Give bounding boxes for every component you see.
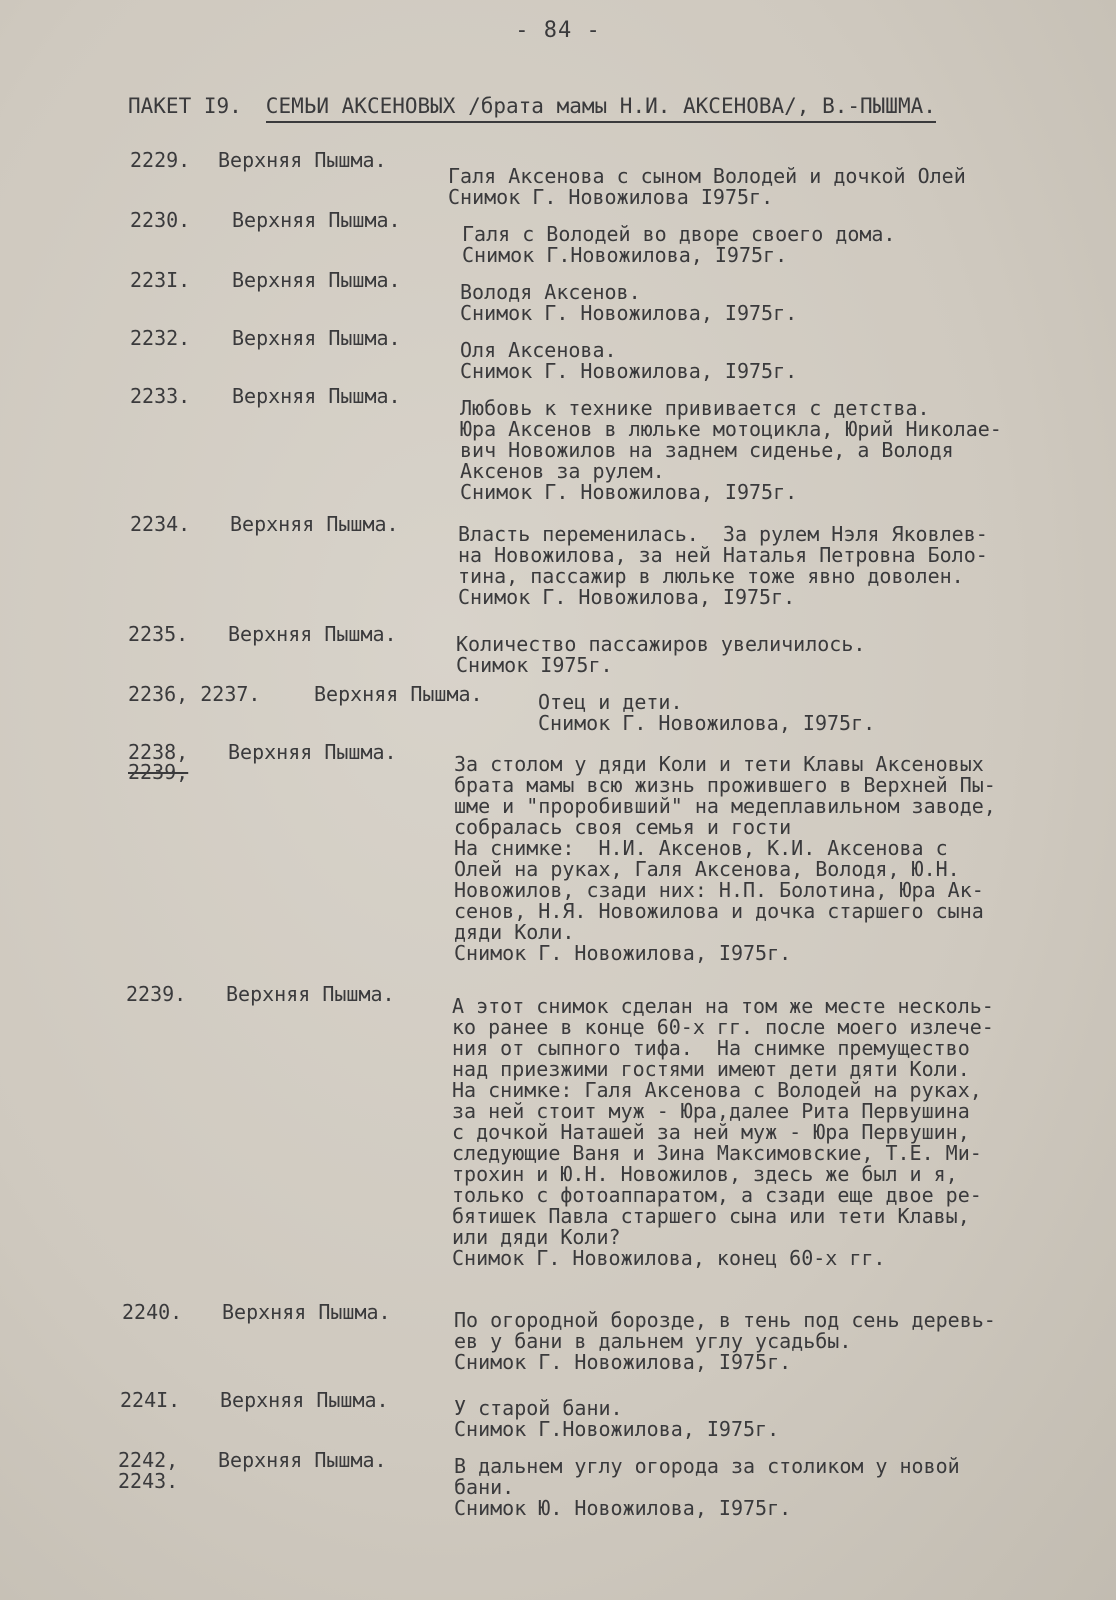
entry-number: 2242, 2243.: [118, 1448, 179, 1493]
entry-number: 2236, 2237.: [128, 682, 261, 706]
entry-description: Галя Аксенова с сыном Володей и дочкой Олей Снимок Г. Новожилова I975г.: [448, 164, 966, 209]
entry-place: Верхняя Пышма.: [232, 384, 401, 408]
packet-heading: [128, 94, 936, 118]
entry-number: 2238,: [128, 740, 189, 764]
entry-place: Верхняя Пышма.: [222, 1300, 391, 1324]
entry-description: Любовь к технике прививается с детства. Юра Аксенов в люльке мотоцикла, Юрий Николае- вич Новожилов на заднем сиденье, а Володя Аксенов за рулем. Снимок Г. Новожилова, I975г.: [460, 396, 1002, 504]
entry-number: 2232.: [130, 326, 191, 350]
entry-number: 2234.: [130, 512, 191, 536]
entry-place: Верхняя Пышма.: [220, 1388, 389, 1412]
entry-number: 2229.: [130, 148, 191, 172]
entry-description: За столом у дяди Коли и тети Клавы Аксеновых брата мамы всю жизнь прожившего в Верхней Пы- шме и "проробивший" на медеплавильном заводе, собралась своя семья и гости На снимке: Н.И. Аксенов, К.И. Аксенова с Олей на руках, Галя Аксенова, Володя, Ю.Н. Новожилов, сзади них: Н.П. Болотина, Юра Ак- сенов, Н.Я. Новожилова и дочка старшего сына дяди Коли. Снимок Г. Новожилова, I975г.: [454, 752, 996, 965]
entry-description: Отец и дети. Снимок Г. Новожилова, I975г.: [538, 690, 876, 735]
entry-description: Галя с Володей во дворе своего дома. Снимок Г.Новожилова, I975г.: [462, 222, 896, 267]
entry-description: В дальнем углу огорода за столиком у новой бани. Снимок Ю. Новожилова, I975г.: [454, 1454, 960, 1520]
entry-number: 223I.: [130, 268, 191, 292]
entry-place: Верхняя Пышма.: [230, 512, 399, 536]
entry-description: А этот снимок сделан на том же месте несколь- ко ранее в конце 60-х гг. после моего излече- ния от сыпного тифа. На снимке премущество над приезжими гостями имеют дети дяти Коли. На снимке: Галя Аксенова с Володей на руках, за ней стоит муж - Юра,далее Рита Первушина с дочкой Наташей за ней муж - Юра Первушин, следующие Ваня и Зина Максимовские, Т.Е. Ми- трохин и Ю.Н. Новожилов, здесь же был и я, только с фотоаппаратом, а сзади еще двое ре- бятишек Павла старшего сына или тети Клавы, или дяди Коли? Снимок Г. Новожилова, конец 60-х гг.: [452, 994, 994, 1270]
entry-description: Оля Аксенова. Снимок Г. Новожилова, I975г.: [460, 338, 798, 383]
entry-number: 2230.: [130, 208, 191, 232]
entry-place: Верхняя Пышма.: [228, 622, 397, 646]
entry-place: Верхняя Пышма.: [232, 268, 401, 292]
entry-description: Количество пассажиров увеличилось. Снимок I975г.: [456, 632, 866, 677]
entry-number: 2235.: [128, 622, 189, 646]
entry-number: 2239.: [126, 982, 187, 1006]
entry-description: У старой бани. Снимок Г.Новожилова, I975г.: [454, 1396, 780, 1441]
entry-description: По огородной борозде, в тень под сень деревь- ев у бани в дальнем углу усадьбы. Снимок Г. Новожилова, I975г.: [454, 1308, 996, 1374]
packet-title: СЕМЬИ АКСЕНОВЫХ /брата мамы Н.И. АКСЕНОВА/, В.-ПЫШМА.: [266, 94, 936, 123]
entry-place: Верхняя Пышма.: [218, 148, 387, 172]
entry-place: Верхняя Пышма.: [232, 208, 401, 232]
entry-number: 2240.: [122, 1300, 183, 1324]
entry-number: 224I.: [120, 1388, 181, 1412]
entry-place: Верхняя Пышма.: [226, 982, 395, 1006]
page-number: - 84 -: [515, 18, 601, 43]
entry-place: Верхняя Пышма.: [228, 740, 397, 764]
entry-place: Верхняя Пышма.: [232, 326, 401, 350]
packet-label: ПАКЕТ I9.: [128, 94, 242, 118]
entry-number: 2233.: [130, 384, 191, 408]
entry-place: Верхняя Пышма.: [314, 682, 483, 706]
entry-description: Володя Аксенов. Снимок Г. Новожилова, I975г.: [460, 280, 798, 325]
entry-number-crossed: 2239,: [128, 760, 189, 784]
entry-place: Верхняя Пышма.: [218, 1448, 387, 1472]
entry-description: Власть переменилась. За рулем Нэля Яковлев- на Новожилова, за ней Наталья Петровна Боло- тина, пассажир в люльке тоже явно доволен. Снимок Г. Новожилова, I975г.: [458, 522, 988, 609]
